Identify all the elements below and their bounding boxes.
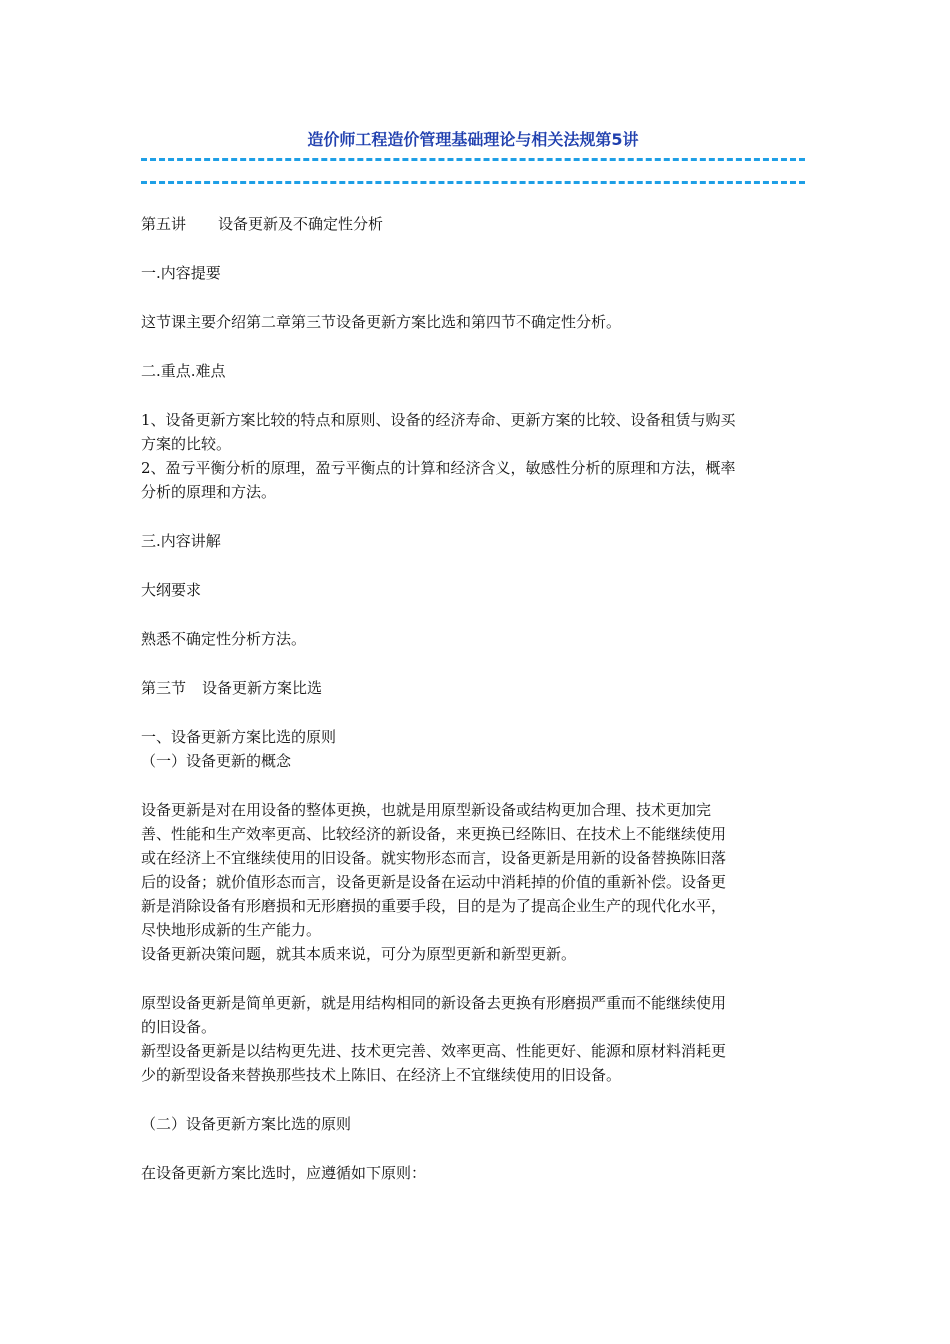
outline-text: 熟悉不确定性分析方法。 — [141, 630, 307, 648]
keypoint-2-line-2: 分析的原理和方法。 — [141, 483, 277, 501]
principle2-text: 在设备更新方案比选时，应遵循如下原则： — [141, 1164, 427, 1182]
concept-p1-line: 设备更新是对在用设备的整体更换，也就是用原型新设备或结构更加合理、技术更加完 — [141, 801, 712, 819]
lecture-topic: 设备更新及不确定性分析 — [218, 215, 384, 233]
dashed-divider-bottom — [141, 181, 805, 184]
outline-heading: 大纲要求 — [141, 581, 202, 599]
document-body — [141, 212, 805, 1185]
concept-p1-line: 新是消除设备有形磨损和无形磨损的重要手段，目的是为了提高企业生产的现代化水平， — [141, 897, 727, 915]
page-title: 造价师工程造价管理基础理论与相关法规第5讲 — [307, 130, 639, 149]
summary-text: 这节课主要介绍第二章第三节设备更新方案比选和第四节不确定性分析。 — [141, 313, 622, 331]
lecture-label: 第五讲 — [141, 215, 187, 233]
chapter-heading — [141, 676, 805, 700]
lecture-heading — [141, 212, 805, 236]
keypoint-1-line-2: 方案的比较。 — [141, 435, 232, 453]
concept-p2-line: 的旧设备。 — [141, 1018, 217, 1036]
dashed-divider-top — [141, 158, 805, 161]
chapter-label: 第三节 — [141, 679, 187, 697]
concept-p2-line: 少的新型设备来替换那些技术上陈旧、在经济上不宜继续使用的旧设备。 — [141, 1066, 622, 1084]
concept-p2-line: 原型设备更新是简单更新，就是用结构相同的新设备去更换有形磨损严重而不能继续使用 — [141, 994, 727, 1012]
concept-p1-line: 后的设备；就价值形态而言，设备更新是设备在运动中消耗掉的价值的重新补偿。设备更 — [141, 873, 727, 891]
keypoint-1-line-1: 1、设备更新方案比较的特点和原则、设备的经济寿命、更新方案的比较、设备租赁与购买 — [141, 411, 736, 429]
section-heading-content: 三.内容讲解 — [141, 532, 221, 550]
concept-p1-line: 善、性能和生产效率更高、比较经济的新设备，来更换已经陈旧、在技术上不能继续使用 — [141, 825, 727, 843]
chapter-title: 设备更新方案比选 — [202, 679, 323, 697]
concept-p1-line: 尽快地形成新的生产能力。 — [141, 921, 322, 939]
keypoint-2-line-1: 2、盈亏平衡分析的原理，盈亏平衡点的计算和经济含义，敏感性分析的原理和方法，概率 — [141, 459, 736, 477]
concept-heading: （一）设备更新的概念 — [141, 752, 292, 770]
document-page — [141, 128, 805, 1185]
concept-p1-line: 设备更新决策问题，就其本质来说，可分为原型更新和新型更新。 — [141, 945, 577, 963]
concept-p1-line: 或在经济上不宜继续使用的旧设备。就实物形态而言，设备更新是用新的设备替换陈旧落 — [141, 849, 727, 867]
principle-heading: 一、设备更新方案比选的原则 — [141, 728, 337, 746]
section-heading-summary: 一.内容提要 — [141, 264, 221, 282]
section-heading-keypoints: 二.重点.难点 — [141, 362, 226, 380]
concept-p2-line: 新型设备更新是以结构更先进、技术更完善、效率更高、性能更好、能源和原材料消耗更 — [141, 1042, 727, 1060]
principle2-heading: （二）设备更新方案比选的原则 — [141, 1115, 352, 1133]
